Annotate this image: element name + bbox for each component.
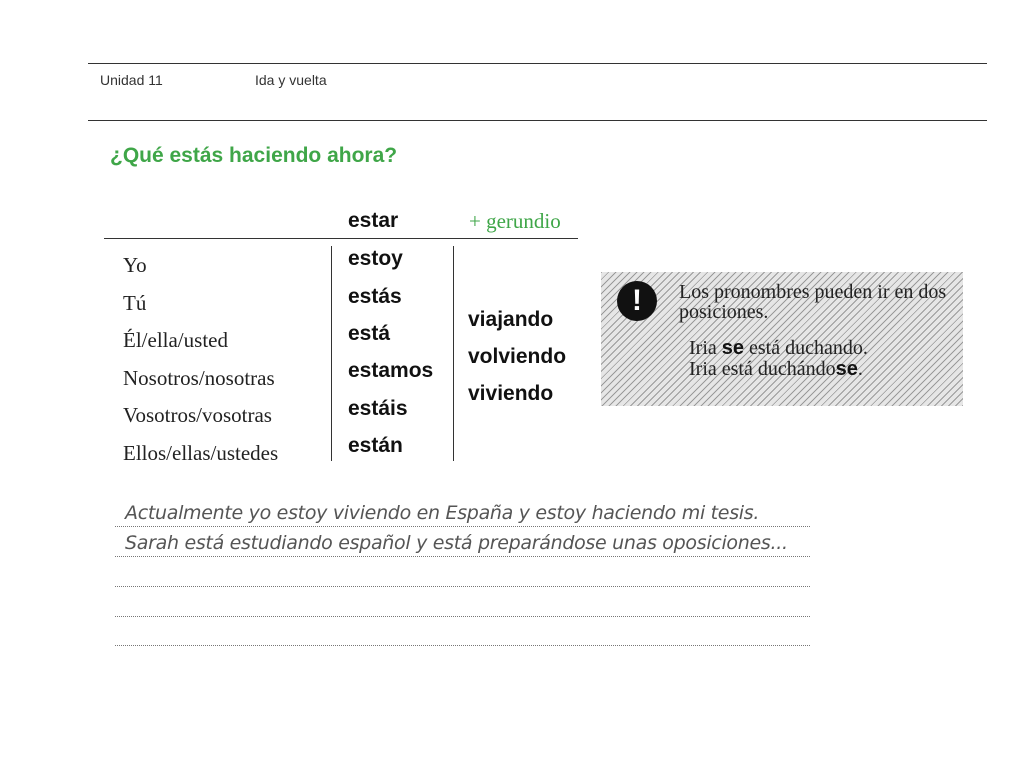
verb-form-cell: estoy (348, 247, 403, 270)
pronoun-cell: Yo (123, 253, 147, 277)
dotted-writing-line (115, 645, 810, 646)
header-bottom-rule (88, 120, 987, 121)
exclamation-icon: ! (617, 281, 657, 321)
example-pronoun: se (835, 358, 858, 380)
column-header-gerundio: + gerundio (469, 209, 561, 233)
handwritten-line: Sarah está estudiando español y está preparándose unas oposiciones... (125, 532, 788, 554)
pronoun-cell: Vosotros/vosotras (123, 403, 272, 427)
verb-form-cell: están (348, 434, 403, 457)
verb-form-cell: está (348, 322, 391, 345)
page-title: ¿Qué estás haciendo ahora? (110, 144, 398, 167)
example-text: Iria está duchándo (689, 358, 836, 380)
pronoun-cell: Tú (123, 291, 147, 315)
dotted-writing-line (115, 586, 810, 587)
section-label: Ida y vuelta (255, 72, 327, 88)
verb-form-cell: estás (348, 285, 402, 308)
example-pronoun: se (721, 337, 745, 359)
pronoun-cell: Ellos/ellas/ustedes (123, 441, 279, 465)
dotted-writing-line (115, 526, 810, 527)
example-text: está duchando. (744, 337, 868, 359)
handwritten-line: Actualmente yo estoy viviendo en España y estoy haciendo mi tesis. (125, 502, 760, 524)
note-example-2 (689, 358, 863, 381)
example-text: . (857, 358, 863, 380)
gerund-cell: viajando (468, 308, 554, 331)
table-header-rule (104, 238, 578, 239)
column-header-estar: estar (348, 209, 399, 232)
dotted-writing-line (115, 616, 810, 617)
note-example-1 (689, 337, 868, 360)
table-divider-right (453, 246, 454, 461)
gerund-cell: volviendo (468, 345, 567, 368)
dotted-writing-line (115, 556, 810, 557)
note-text: Los pronombres pueden ir en dos posiciones. (679, 281, 947, 323)
header-top-rule (88, 63, 987, 64)
gerund-cell: viviendo (468, 382, 554, 405)
pronoun-cell: Nosotros/nosotras (123, 366, 275, 390)
pronoun-cell: Él/ella/usted (123, 328, 228, 352)
example-text: Iria (689, 337, 722, 359)
verb-form-cell: estamos (348, 359, 434, 382)
verb-form-cell: estáis (348, 397, 408, 420)
table-divider-left (331, 246, 332, 461)
unit-label: Unidad 11 (100, 72, 163, 88)
